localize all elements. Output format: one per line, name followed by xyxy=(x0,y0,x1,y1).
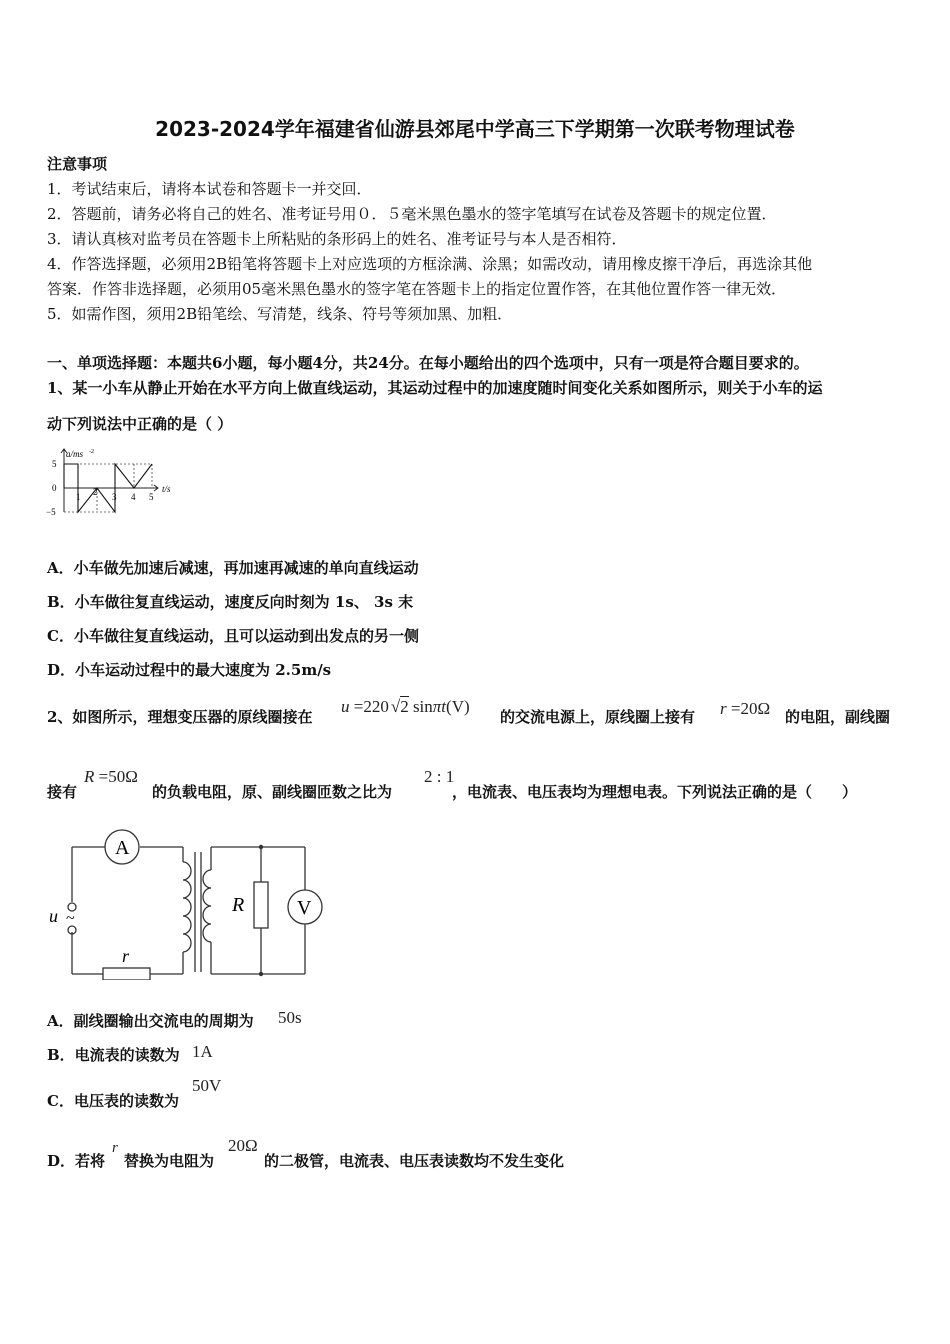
ammeter-label: A xyxy=(115,837,130,859)
option-d-r: r xyxy=(112,1140,118,1156)
option-b-value: 1A xyxy=(192,1042,213,1061)
source-label: u xyxy=(49,906,58,926)
graph-x-tick: 2 xyxy=(93,487,98,497)
graph-y-tick: 0 xyxy=(52,483,57,493)
acceleration-time-graph xyxy=(40,446,180,520)
notice-item: 1．考试结束后，请将本试卷和答题卡一并交回． xyxy=(47,180,372,198)
graph-y-tick: −5 xyxy=(46,507,56,517)
question-1-option-c: C．小车做往复直线运动，且可以运动到出发点的另一侧 xyxy=(47,627,419,645)
resistance-R-formula: R =50Ω xyxy=(84,767,138,786)
voltage-formula: u =220 √2 sinπt(V) xyxy=(341,697,470,716)
graph-x-tick: 5 xyxy=(149,492,154,502)
turns-ratio: 2 : 1 xyxy=(424,767,455,786)
question-2-option-a: A．副线圈输出交流电的周期为 xyxy=(47,1012,254,1030)
graph-y-tick: 5 xyxy=(52,459,57,469)
notice-item: 答案．作答非选择题，必须用05毫米黑色墨水的签字笔在答题卡上的指定位置作答，在其他位置作答一律无效． xyxy=(47,280,787,298)
question-2-option-c: C．电压表的读数为 xyxy=(47,1092,179,1110)
graph-y-axis-label-sup: -2 xyxy=(89,449,94,455)
page-title: 2023-2024学年福建省仙游县郊尾中学高三下学期第一次联考物理试卷 xyxy=(155,117,795,141)
option-c-value: 50V xyxy=(192,1076,222,1095)
question-2-option-d-mid: 替换为电阻为 xyxy=(124,1152,215,1170)
voltmeter-label: V xyxy=(297,897,312,919)
question-2-line-1a: 2、如图所示，理想变压器的原线圈接在 xyxy=(47,708,313,726)
graph-x-axis-label: t/s xyxy=(162,484,171,494)
transformer-circuit-diagram xyxy=(45,822,335,980)
question-2-line-1c: 的电阻，副线圈 xyxy=(785,708,891,726)
question-2-line-2a: 接有 xyxy=(47,783,78,801)
source-ac-symbol: ~ xyxy=(66,910,75,927)
question-2-line-2c: ，电流表、电压表均为理想电表。下列说法正确的是（ ） xyxy=(452,783,858,801)
question-1-option-b: B．小车做往复直线运动，速度反向时刻为 1s、 3s 末 xyxy=(47,593,414,611)
question-2-line-2b: 的负载电阻，原、副线圈匝数之比为 xyxy=(152,783,393,801)
notice-item: 4．作答选择题，必须用2B铅笔将答题卡上对应选项的方框涂满、涂黑；如需改动，请用橡皮擦干净后，再选涂其他 xyxy=(47,255,813,273)
graph-x-tick: 3 xyxy=(112,492,117,502)
question-1-line-2: 动下列说法中正确的是（ ） xyxy=(47,415,233,433)
resistor-R-label: R xyxy=(232,894,245,916)
question-1-option-a: A．小车做先加速后减速，再加速再减速的单向直线运动 xyxy=(47,559,419,577)
graph-y-axis-label: a/ms xyxy=(66,449,84,459)
notice-heading: 注意事项 xyxy=(47,155,108,173)
question-1-option-d: D．小车运动过程中的最大速度为 2.5m/s xyxy=(47,661,332,679)
question-2-option-d-end: 的二极管，电流表、电压表读数均不发生变化 xyxy=(264,1152,565,1170)
question-2-option-b: B．电流表的读数为 xyxy=(47,1046,180,1064)
question-1-line-1: 1、某一小车从静止开始在水平方向上做直线运动，其运动过程中的加速度随时间变化关系如图所示，则关于小车的运 xyxy=(47,379,823,397)
question-2-line-1b: 的交流电源上，原线圈上接有 xyxy=(500,708,696,726)
notice-item: 2．答题前，请务必将自己的姓名、准考证号用０．５毫米黑色墨水的签字笔填写在试卷及答题卡的规定位置． xyxy=(47,205,777,223)
graph-x-tick: 1 xyxy=(76,492,81,502)
resistance-r-formula: r =20Ω xyxy=(720,699,771,718)
option-a-value: 50s xyxy=(278,1008,302,1027)
option-d-value: 20Ω xyxy=(228,1136,258,1155)
resistor-r-label: r xyxy=(122,946,130,966)
question-2-option-d: D．若将 xyxy=(47,1152,106,1170)
notice-item: 3．请认真核对监考员在答题卡上所粘贴的条形码上的姓名、准考证号与本人是否相符． xyxy=(47,230,627,248)
graph-x-tick: 4 xyxy=(131,492,136,502)
section-heading: 一、单项选择题：本题共6小题，每小题4分，共24分。在每小题给出的四个选项中，只有一项是符合题目要求的。 xyxy=(47,354,809,372)
notice-item: 5．如需作图，须用2B铅笔绘、写清楚，线条、符号等须加黑、加粗． xyxy=(47,305,513,323)
